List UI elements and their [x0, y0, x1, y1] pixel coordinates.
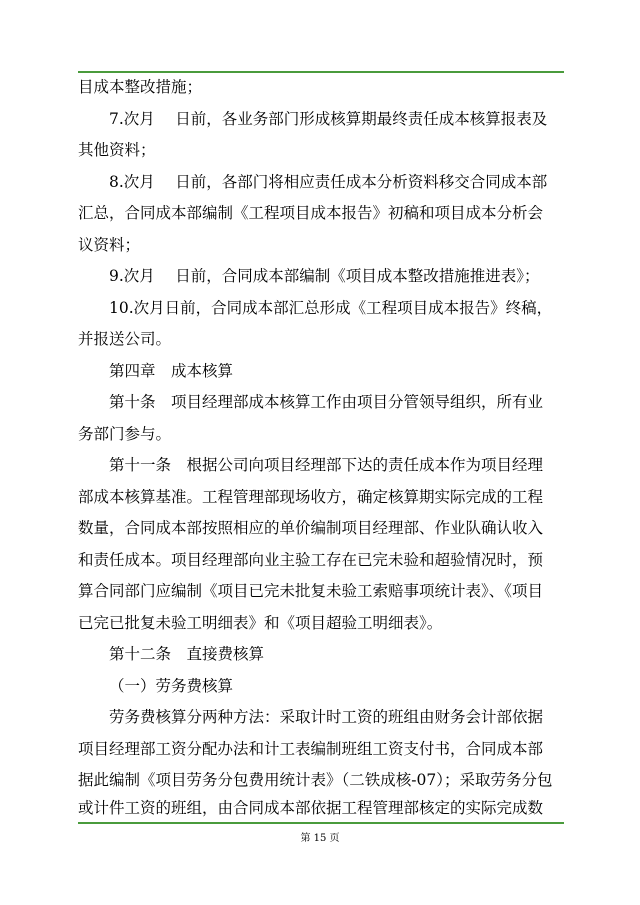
- body-line: 10.次月日前，合同成本部汇总形成《工程项目成本报告》终稿，: [109, 299, 553, 317]
- chapter-heading: 第四章 成本核算: [109, 362, 234, 380]
- body-line: 并报送公司。: [78, 330, 172, 348]
- body-line: 部成本核算基准。工程管理部现场收方，确定核算期实际完成的工程: [78, 488, 544, 506]
- body-line: 第十一条 根据公司向项目经理部下达的责任成本作为项目经理: [109, 456, 544, 474]
- header-rule: [78, 71, 564, 73]
- body-line: 议资料；: [78, 236, 141, 254]
- section-heading: （一）劳务费核算: [109, 677, 234, 695]
- body-line: 和责任成本。项目经理部向业主验工存在已完未验和超验情况时，预: [78, 551, 544, 569]
- body-line: 项目经理部工资分配办法和计工表编制班组工资支付书，合同成本部: [78, 740, 544, 758]
- body-line: 算合同部门应编制《项目已完未批复未验工索赔事项统计表》、《项目: [78, 582, 544, 600]
- body-line: 或计件工资的班组，由合同成本部依据工程管理部核定的实际完成数: [78, 799, 544, 817]
- body-line: 第十条 项目经理部成本核算工作由项目分管领导组织，所有业: [109, 393, 544, 411]
- body-line: 已完已批复未验工明细表》和《项目超验工明细表》。: [78, 614, 443, 632]
- body-line: 汇总，合同成本部编制《工程项目成本报告》初稿和项目成本分析会: [78, 204, 544, 222]
- footer-rule: [78, 822, 564, 824]
- body-line: 8.次月 日前，各部门将相应责任成本分析资料移交合同成本部: [109, 173, 548, 191]
- body-line: 目成本整改措施；: [78, 78, 203, 96]
- body-line: 据此编制《项目劳务分包费用统计表》（二铁成核-07）；采取劳务分包: [78, 771, 553, 789]
- body-line: 其他资料；: [78, 141, 156, 159]
- body-line: 劳务费核算分两种方法：采取计时工资的班组由财务会计部依据: [109, 708, 544, 726]
- body-line: 9.次月 日前，合同成本部编制《项目成本整改措施推进表》；: [109, 267, 540, 285]
- article-heading: 第十二条 直接费核算: [109, 645, 265, 663]
- body-line: 7.次月 日前，各业务部门形成核算期最终责任成本核算报表及: [109, 110, 548, 128]
- body-line: 务部门参与。: [78, 425, 172, 443]
- body-line: 数量，合同成本部按照相应的单价编制项目经理部、作业队确认收入: [78, 519, 544, 537]
- page-number: 第 15 页: [300, 833, 340, 844]
